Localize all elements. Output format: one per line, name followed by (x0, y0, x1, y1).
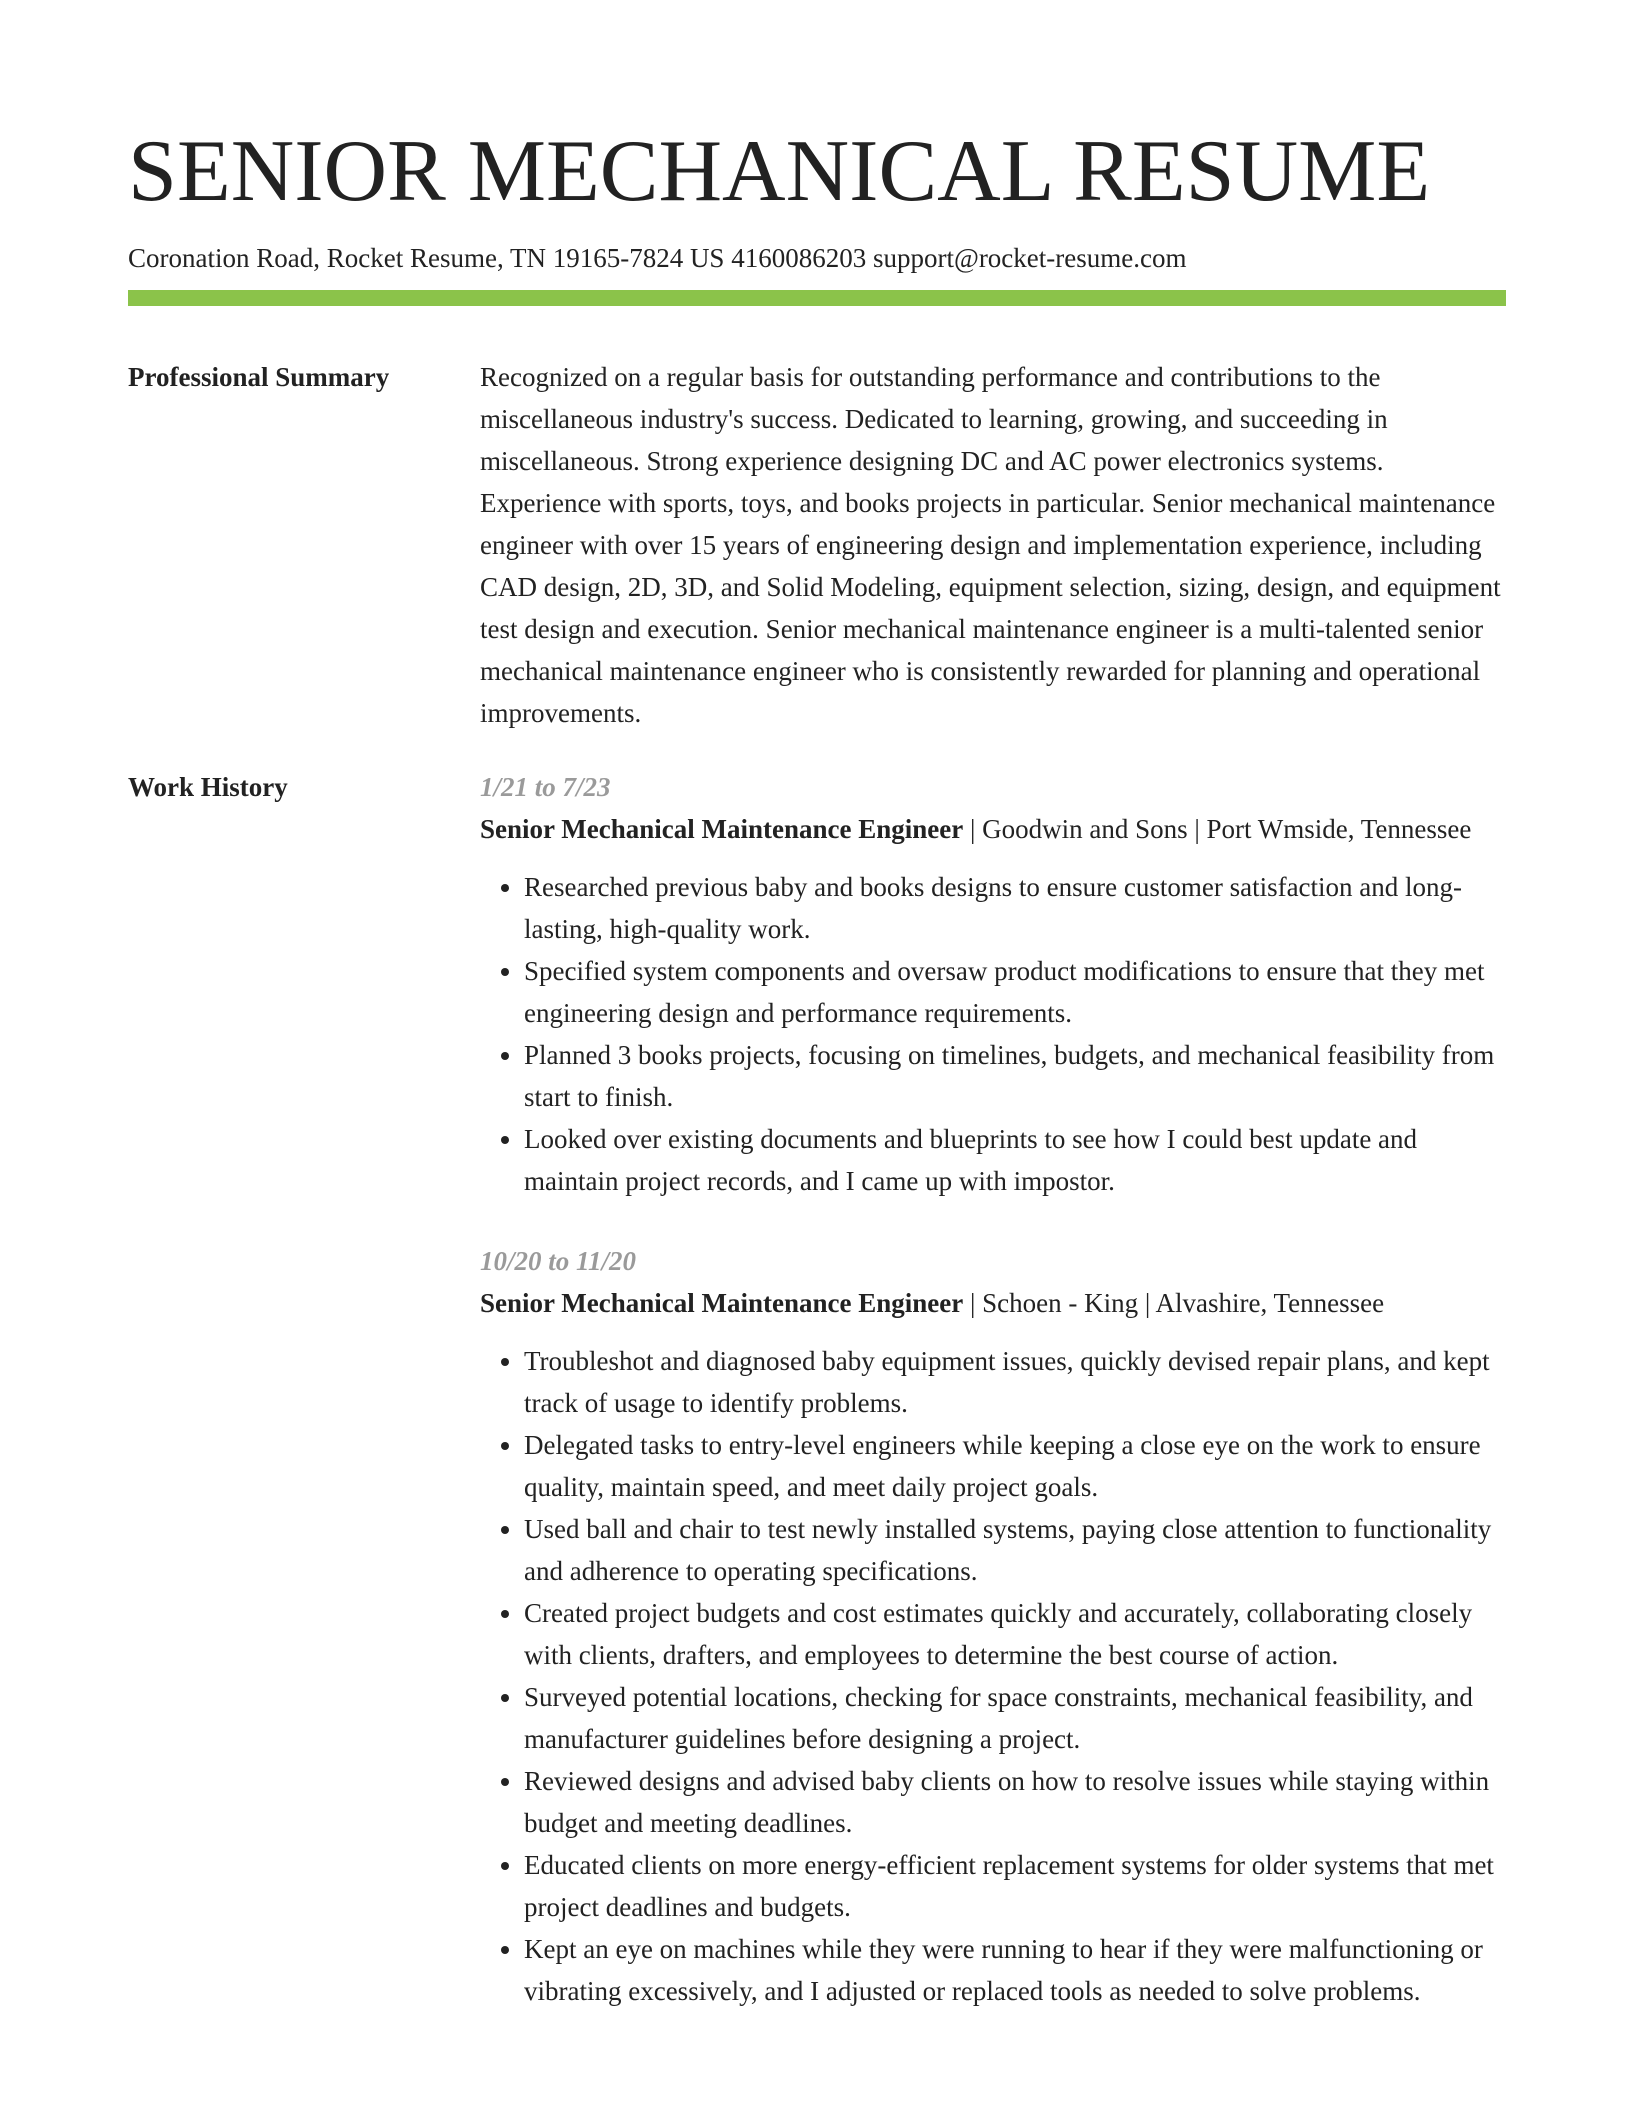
job-bullet: • Created project budgets and cost estimates quickly and accurately, collaborating closely with clients, drafters, and employees to determine the best course of action. (524, 1592, 1506, 1676)
contact-line: Coronation Road, Rocket Resume, TN 19165-7824 US 4160086203 support@rocket-resume.com (128, 243, 1187, 273)
job-details: | Goodwin and Sons | Port Wmside, Tennessee (963, 814, 1472, 844)
job-title: Senior Mechanical Maintenance Engineer (480, 1288, 964, 1318)
job-dates: 10/20 to 11/20 (480, 1246, 637, 1276)
section-label-work-history: Work History (128, 772, 288, 802)
job-entry (480, 1240, 1506, 2012)
resume-title: SENIOR MECHANICAL RESUME (128, 123, 1431, 220)
job-bullet: • Specified system components and oversaw product modifications to ensure that they met engineering design and performance requirements. (524, 950, 1506, 1034)
summary-body (480, 356, 1506, 734)
job-bullet: • Looked over existing documents and blueprints to see how I could best update and maintain project records, and I came up with impostor. (524, 1118, 1506, 1202)
summary-text: Recognized on a regular basis for outstanding performance and contributions to the miscellaneous industry's success. Dedicated to learning, growing, and succeeding in miscellaneous. Strong experience designing DC and AC power electronics systems. Experience with sports, toys, and books projects in particular. Senior mechanical maintenance engineer with over 15 years of engineering design and implementation experience, including CAD design, 2D, 3D, and Solid Modeling, equipment selection, sizing, design, and equipment test design and execution. Senior mechanical maintenance engineer is a multi-talented senior mechanical maintenance engineer who is consistently rewarded for planning and operational improvements. (480, 362, 1501, 728)
job-bullet-list (480, 866, 1506, 1202)
job-bullet: • Educated clients on more energy-efficient replacement systems for older systems that met project deadlines and budgets. (524, 1844, 1506, 1928)
work-history-body (480, 766, 1506, 2050)
job-bullet: • Used ball and chair to test newly installed systems, paying close attention to functionality and adherence to operating specifications. (524, 1508, 1506, 1592)
job-details: | Schoen - King | Alvashire, Tennessee (963, 1288, 1385, 1318)
job-bullet-list (480, 1340, 1506, 2012)
professional-summary-section (128, 356, 1506, 734)
job-dates: 1/21 to 7/23 (480, 772, 611, 802)
job-bullet: • Reviewed designs and advised baby clients on how to resolve issues while staying within budget and meeting deadlines. (524, 1760, 1506, 1844)
job-bullet: • Kept an eye on machines while they were running to hear if they were malfunctioning or vibrating excessively, and I adjusted or replaced tools as needed to solve problems. (524, 1928, 1506, 2012)
work-history-section (128, 766, 1506, 2050)
job-bullet: • Surveyed potential locations, checking for space constraints, mechanical feasibility, and manufacturer guidelines before designing a project. (524, 1676, 1506, 1760)
job-bullet: • Delegated tasks to entry-level engineers while keeping a close eye on the work to ensure quality, maintain speed, and meet daily project goals. (524, 1424, 1506, 1508)
job-bullet: • Planned 3 books projects, focusing on timelines, budgets, and mechanical feasibility from start to finish. (524, 1034, 1506, 1118)
job-heading (480, 808, 1506, 850)
job-heading (480, 1282, 1506, 1324)
job-title: Senior Mechanical Maintenance Engineer (480, 814, 964, 844)
section-label-summary: Professional Summary (128, 362, 390, 392)
resume-page (128, 118, 1506, 2050)
job-bullet: • Troubleshot and diagnosed baby equipment issues, quickly devised repair plans, and kept track of usage to identify problems. (524, 1340, 1506, 1424)
job-bullet: • Researched previous baby and books designs to ensure customer satisfaction and long-lasting, high-quality work. (524, 866, 1506, 950)
job-entry (480, 766, 1506, 1202)
header-divider (128, 290, 1506, 306)
